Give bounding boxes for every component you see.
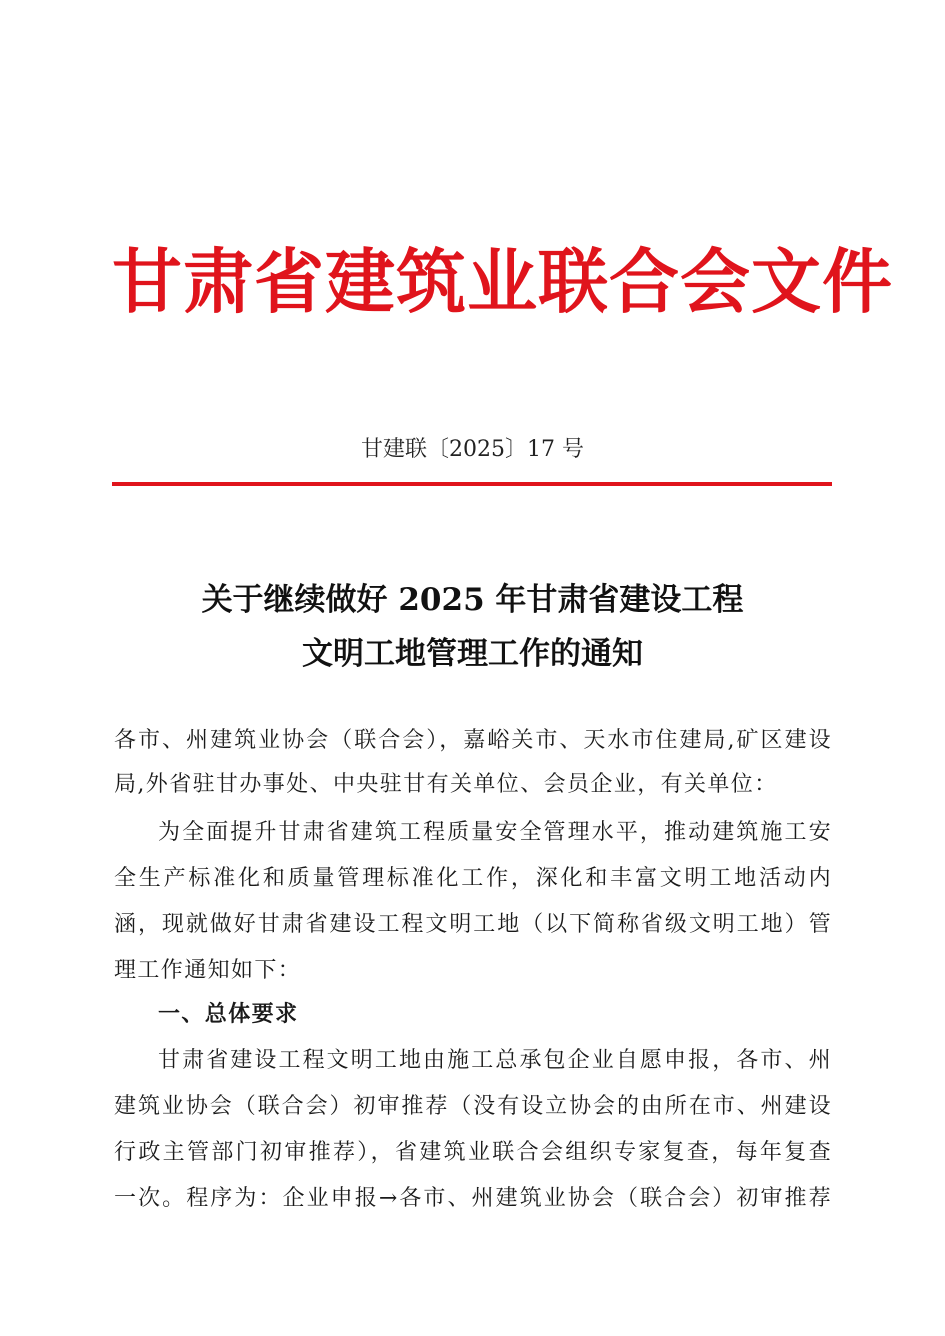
- notice-title-line-2: 文明工地管理工作的通知: [302, 636, 643, 672]
- masthead-title: 甘肃省建筑业联合会文件: [112, 241, 893, 323]
- intro-line-1: 为全面提升甘肃省建筑工程质量安全管理水平，推动建筑施工安: [158, 820, 832, 845]
- section1-line-4: 一次。程序为：企业申报→各市、州建筑业协会（联合会）初审推荐: [114, 1186, 832, 1211]
- red-divider-line: [112, 482, 832, 486]
- document-number: 甘建联〔2025〕17 号: [361, 437, 584, 462]
- notice-title-line-1: 关于继续做好 2025 年甘肃省建设工程: [201, 582, 744, 618]
- addressee-line-2: 局,外省驻甘办事处、中央驻甘有关单位、会员企业，有关单位：: [114, 772, 778, 797]
- section1-line-2: 建筑业协会（联合会）初审推荐（没有设立协会的由所在市、州建设: [114, 1094, 832, 1119]
- addressee-line-1: 各市、州建筑业协会（联合会），嘉峪关市、天水市住建局,矿区建设: [114, 728, 832, 753]
- intro-line-2: 全生产标准化和质量管理标准化工作，深化和丰富文明工地活动内: [114, 866, 832, 891]
- section1-line-3: 行政主管部门初审推荐），省建筑业联合会组织专家复查，每年复查: [114, 1140, 832, 1165]
- section-heading-general-requirements: 一、总体要求: [158, 1002, 299, 1027]
- intro-line-4: 理工作通知如下：: [114, 958, 302, 983]
- intro-line-3: 涵，现就做好甘肃省建设工程文明工地（以下简称省级文明工地）管: [114, 912, 832, 937]
- section1-line-1: 甘肃省建设工程文明工地由施工总承包企业自愿申报，各市、州: [158, 1048, 832, 1073]
